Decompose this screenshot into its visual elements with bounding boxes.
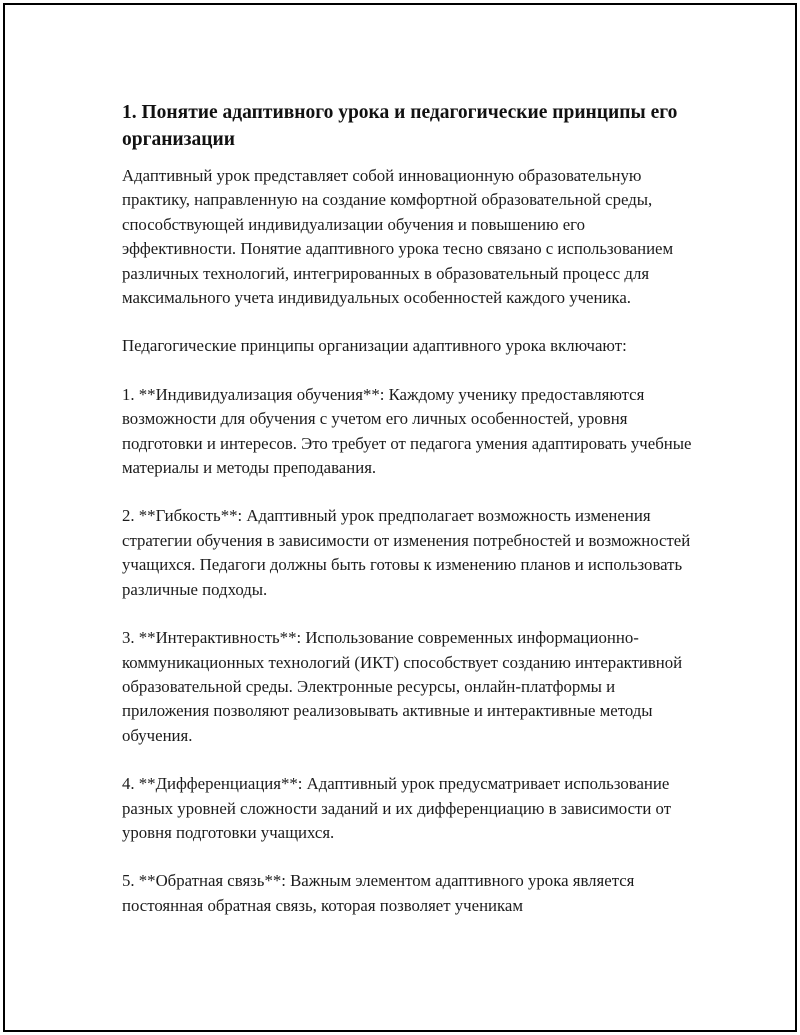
page-frame (3, 3, 797, 1032)
principle-feedback: 5. **Обратная связь**: Важным элементом адаптивного урока является постоянная обратная связь, которая позволяет ученикам (122, 871, 635, 915)
section-heading: 1. Понятие адаптивного урока и педагогические принципы его организации (122, 102, 678, 150)
principles-intro-paragraph: Педагогические принципы организации адаптивного урока включают: (122, 336, 627, 356)
document-body (122, 99, 700, 942)
principle-interactivity: 3. **Интерактивность**: Использование современных информационно-коммуникационных технологий (ИКТ) способствует созданию интерактивной образовательной среды. Электронные ресурсы, онлайн-платформы и приложения позволяют реализовывать активные и интерактивные методы обучения. (122, 628, 683, 745)
intro-paragraph: Адаптивный урок представляет собой инновационную образовательную практику, направленную на создание комфортной образовательной среды, способствующей индивидуализации обучения и повышению его эффективности. Понятие адаптивного урока тесно связано с использованием различных технологий, интегрированных в образовательный процесс для максимального учета индивидуальных особенностей каждого ученика. (122, 166, 674, 308)
principle-differentiation: 4. **Дифференциация**: Адаптивный урок предусматривает использование разных уровней сложности заданий и их дифференциацию в зависимости от уровня подготовки учащихся. (122, 774, 672, 842)
principle-individualization: 1. **Индивидуализация обучения**: Каждому ученику предоставляются возможности для обучения с учетом его личных особенностей, уровня подготовки и интересов. Это требует от педагога умения адаптировать учебные материалы и методы преподавания. (122, 384, 692, 478)
principle-flexibility: 2. **Гибкость**: Адаптивный урок предполагает возможность изменения стратегии обучения в зависимости от изменения потребностей и возможностей учащихся. Педагоги должны быть готовы к изменению планов и использовать различные подходы. (122, 506, 691, 599)
